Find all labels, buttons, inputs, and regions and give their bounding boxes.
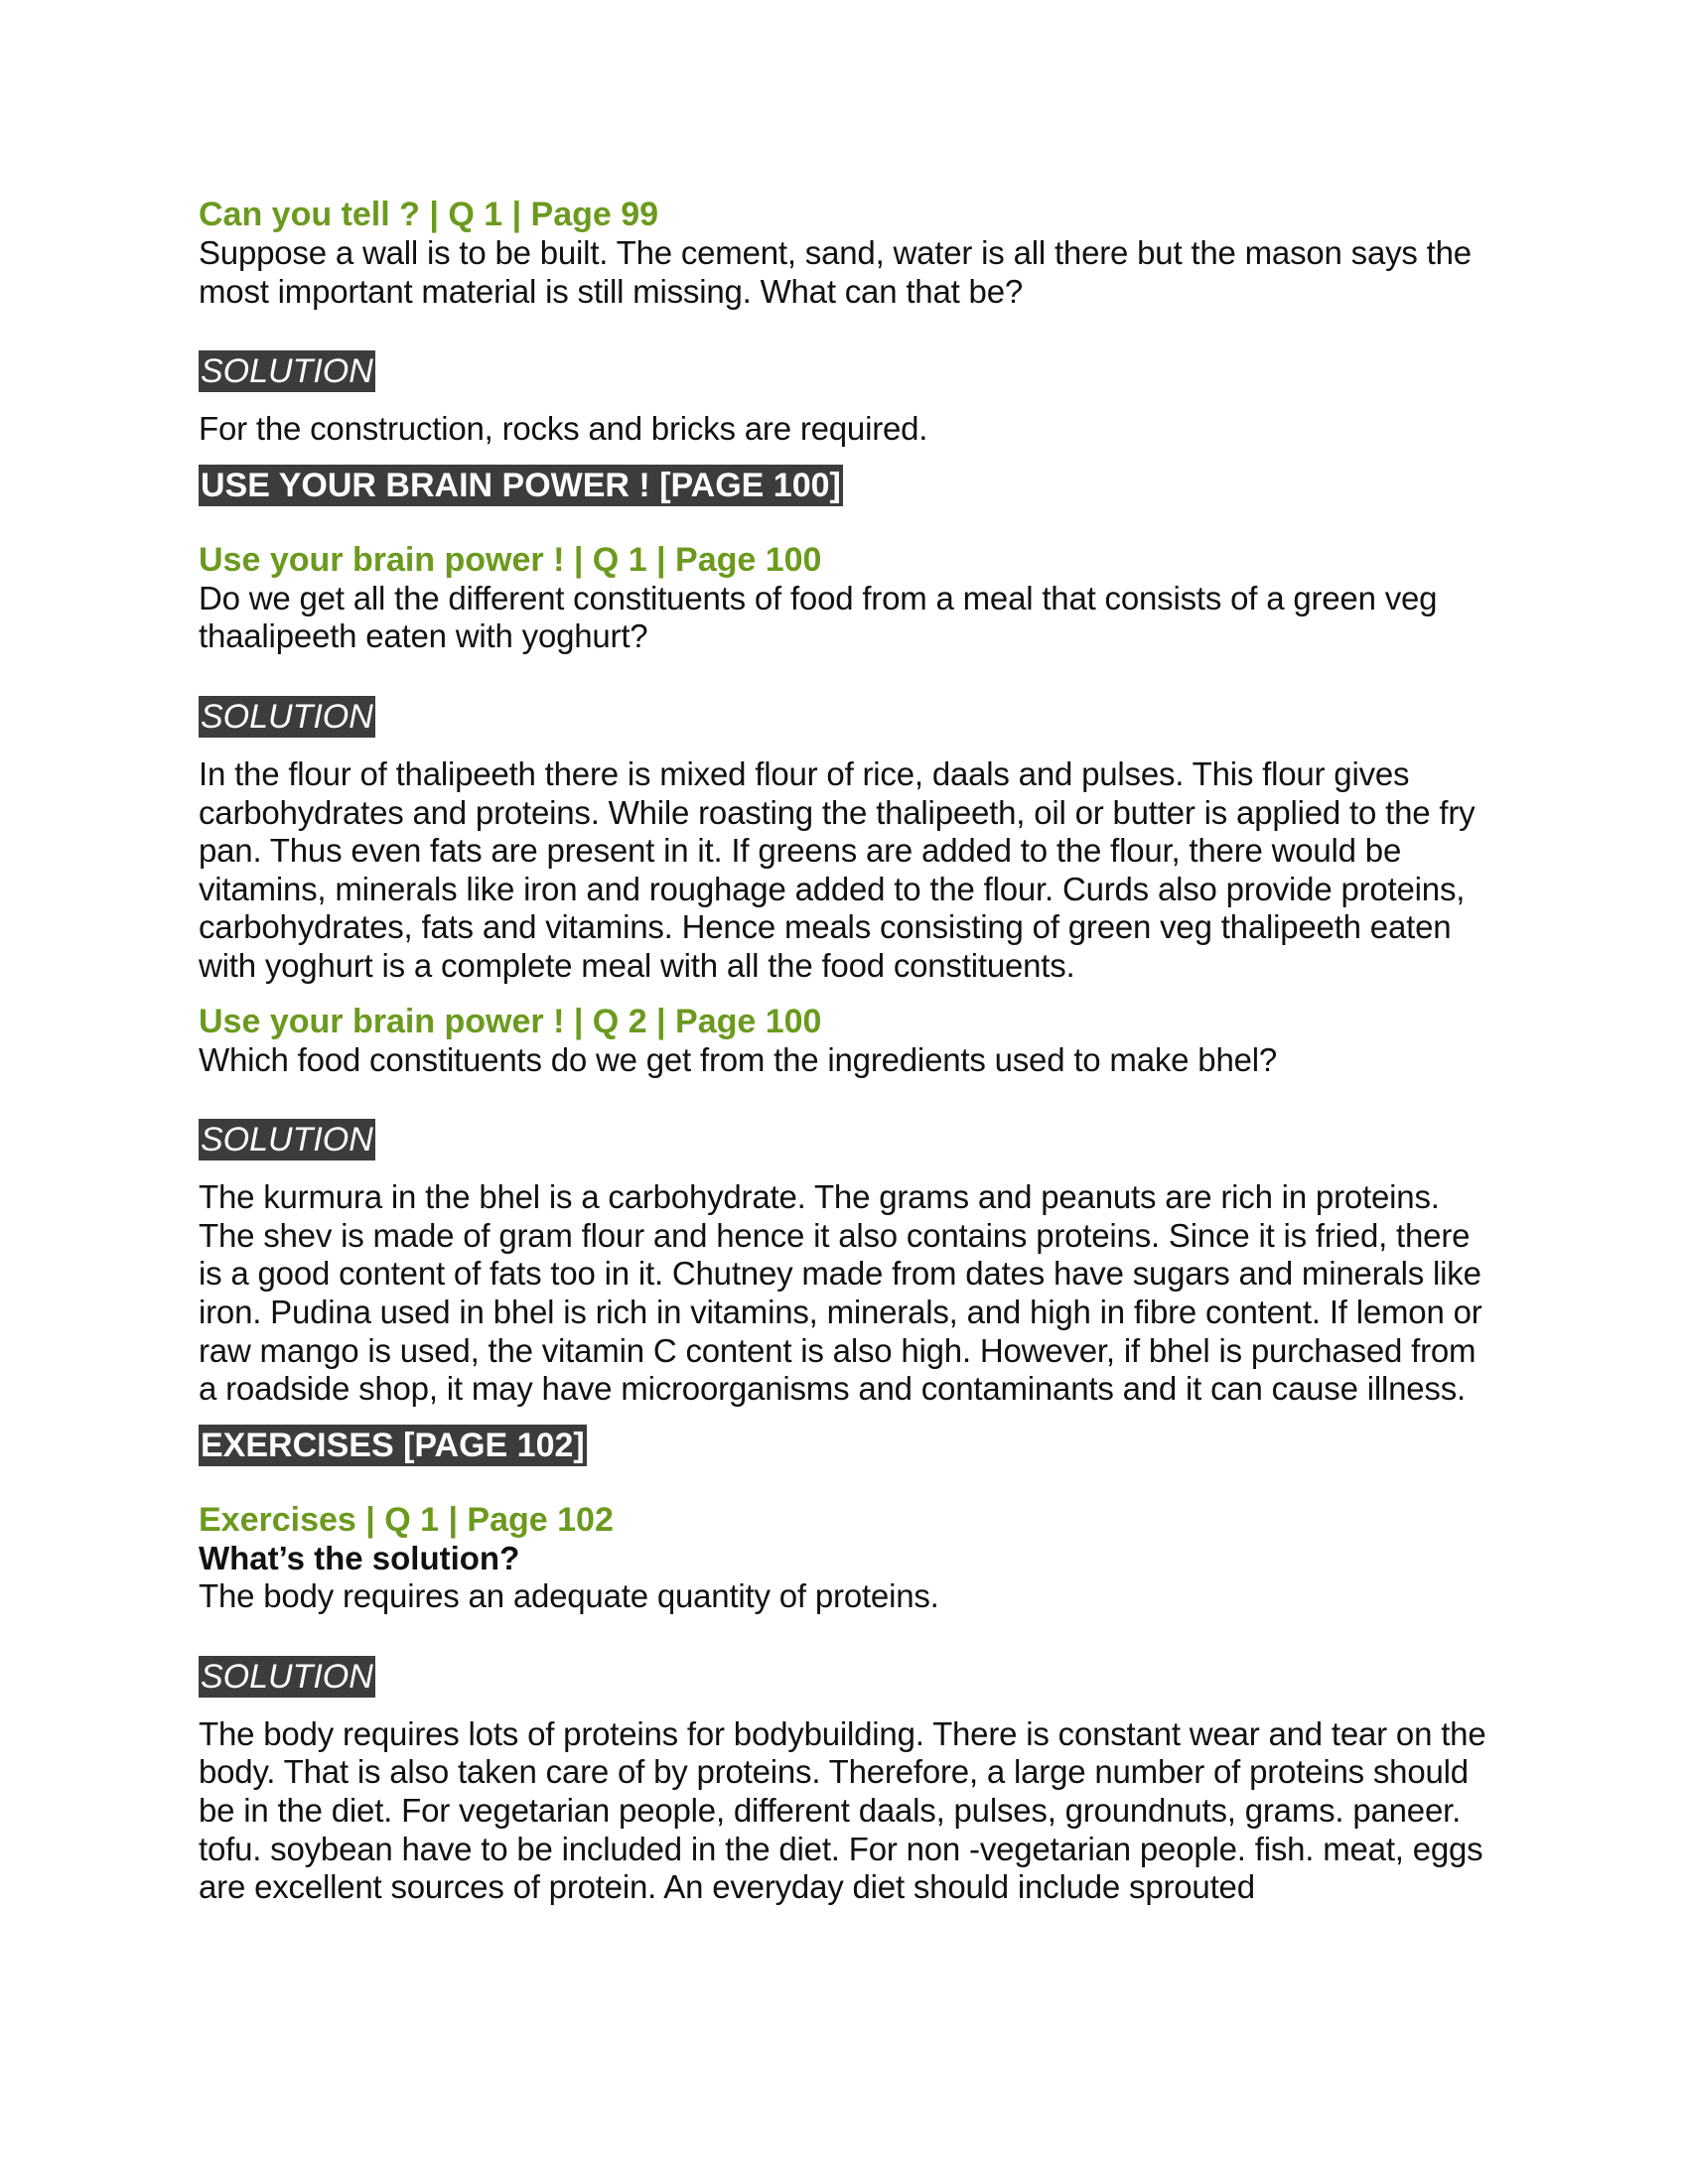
question-text: The body requires an adequate quantity of proteins. — [199, 1577, 939, 1615]
solution-label: SOLUTION — [201, 352, 373, 391]
answer-text: In the flour of thalipeeth there is mixed flour of rice, daals and pulses. This flour gives carbohydrates and proteins. While roasting the thalipeeth, oil or butter is applied to the fry pan. Thus even fats are present in it. If greens are added to the flour, there would be vitamins, minerals like iron and roughage added to the flour. Curds also provide proteins, carbohydrates, fats and vitamins. Hence meals consisting of green veg thalipeeth eaten with yoghurt is a complete meal with all the food constituents. — [199, 754, 1476, 984]
question-subheading: What’s the solution? — [199, 1539, 520, 1576]
solution-label: SOLUTION — [201, 1121, 373, 1160]
question-text: Which food constituents do we get from the ingredients used to make bhel? — [199, 1040, 1278, 1078]
question-title: Use your brain power ! | Q 2 | Page 100 — [199, 1002, 822, 1040]
document-page — [199, 195, 1489, 1907]
answer-text: The body requires lots of proteins for bodybuilding. There is constant wear and tear on the body. That is also taken care of by proteins. Therefore, a large number of proteins should be in the diet. For vegetarian people, different daals, pulses, groundnuts, grams. paneer. tofu. soybean have to be included in the diet. For non -vegetarian people. fish. meat, eggs are excellent sources of protein. An everyday diet should include sprouted — [199, 1714, 1486, 1906]
answer-text: For the construction, rocks and bricks are required. — [199, 410, 928, 448]
section-header: USE YOUR BRAIN POWER ! [PAGE 100] — [201, 466, 841, 504]
answer-text: The kurmura in the bhel is a carbohydrate. The grams and peanuts are rich in proteins. The shev is made of gram flour and hence it also contains proteins. Since it is fried, there is a good content of fats too in it. Chutney made from dates have sugars and minerals like iron. Pudina used in bhel is rich in vitamins, minerals, and high in fibre content. If lemon or raw mango is used, the vitamin C content is also high. However, if bhel is purchased from a roadside shop, it may have microorganisms and contaminants and it can cause illness. — [199, 1178, 1482, 1408]
question-text: Do we get all the different constituents of food from a meal that consists of a green veg thaalipeeth eaten with yoghurt? — [199, 579, 1438, 655]
solution-label: SOLUTION — [201, 1657, 373, 1696]
question-text: Suppose a wall is to be built. The cement, sand, water is all there but the mason says the most important material is still missing. What can that be? — [199, 234, 1472, 310]
solution-label: SOLUTION — [201, 697, 373, 736]
section-header: EXERCISES [PAGE 102] — [201, 1426, 585, 1464]
question-title: Can you tell ? | Q 1 | Page 99 — [199, 196, 659, 233]
question-title: Use your brain power ! | Q 1 | Page 100 — [199, 540, 822, 579]
question-title: Exercises | Q 1 | Page 102 — [199, 1500, 614, 1539]
